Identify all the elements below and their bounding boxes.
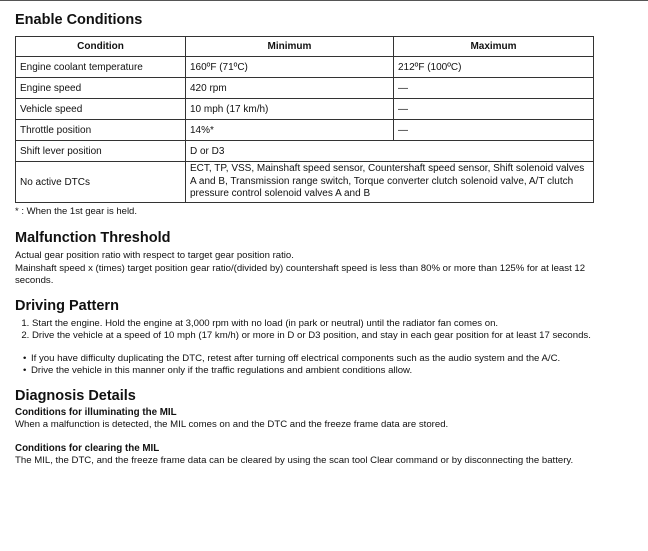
table-header-row	[16, 37, 594, 57]
table-cell: Vehicle speed	[16, 99, 186, 120]
table-cell: 212ºF (100ºC)	[394, 57, 594, 78]
clearing-mil-text: The MIL, the DTC, and the freeze frame data can be cleared by using the scan tool Clear command or by disconnecting the battery.	[15, 455, 574, 466]
table-cell: Throttle position	[16, 120, 186, 141]
enable-conditions-table	[15, 36, 594, 203]
driving-pattern-heading: Driving Pattern	[15, 297, 119, 314]
table-row	[16, 99, 594, 120]
table-cell: —	[394, 120, 594, 141]
table-cell: ECT, TP, VSS, Mainshaft speed sensor, Countershaft speed sensor, Shift solenoid valves A and B, Transmission range switch, Torque converter clutch solenoid valve, A/T clutch pressure control solenoid valves A and B	[186, 162, 594, 203]
diagnosis-details-heading: Diagnosis Details	[15, 387, 136, 404]
malfunction-text-2: Mainshaft speed x (times) target position gear ratio/(divided by) countershaft speed is less than 80% or more than 125% for at least 12 seconds.	[15, 262, 586, 286]
table-cell: 160ºF (71ºC)	[186, 57, 394, 78]
table-cell: —	[394, 78, 594, 99]
malfunction-threshold-heading: Malfunction Threshold	[15, 230, 171, 246]
table-footnote: * : When the 1st gear is held.	[15, 206, 137, 217]
illuminating-mil-text: When a malfunction is detected, the MIL comes on and the DTC and the freeze frame data are stored.	[15, 418, 449, 430]
table-row	[16, 162, 594, 203]
table-cell: 14%*	[186, 120, 394, 141]
list-item: • Drive the vehicle in this manner only if the traffic regulations and ambient conditions allow.	[25, 365, 600, 378]
table-cell: 420 rpm	[186, 78, 394, 99]
table-cell: Engine coolant temperature	[16, 57, 186, 78]
malfunction-text-1: Actual gear position ratio with respect to target gear position ratio.	[15, 250, 294, 261]
enable-conditions-heading: Enable Conditions	[15, 12, 143, 28]
list-item: 1. Start the engine. Hold the engine at 3,000 rpm with no load (in park or neutral) until the radiator fan comes on.	[32, 318, 600, 331]
column-header-maximum: Maximum	[394, 37, 594, 57]
illuminating-mil-title: Conditions for illuminating the MIL	[15, 406, 177, 418]
table-cell: D or D3	[186, 141, 594, 162]
table-row	[16, 57, 594, 78]
table-row	[16, 141, 594, 162]
table-row	[16, 120, 594, 141]
table-cell: —	[394, 99, 594, 120]
clearing-mil-title: Conditions for clearing the MIL	[15, 443, 160, 454]
top-rule	[0, 0, 648, 1]
table-row	[16, 78, 594, 99]
column-header-condition: Condition	[16, 37, 186, 57]
table-cell: 10 mph (17 km/h)	[186, 99, 394, 120]
table-cell: Shift lever position	[16, 141, 186, 162]
table-cell: Engine speed	[16, 78, 186, 99]
list-item: 2. Drive the vehicle at a speed of 10 mph (17 km/h) or more in D or D3 position, and stay in each gear position for at least 17 seconds.	[32, 330, 600, 343]
document-page	[15, 10, 600, 468]
driving-notes-list	[15, 353, 600, 378]
driving-steps-list	[15, 318, 600, 343]
column-header-minimum: Minimum	[186, 37, 394, 57]
table-cell: No active DTCs	[16, 162, 186, 203]
list-item: • If you have difficulty duplicating the DTC, retest after turning off electrical components such as the audio system and the A/C.	[25, 353, 600, 366]
